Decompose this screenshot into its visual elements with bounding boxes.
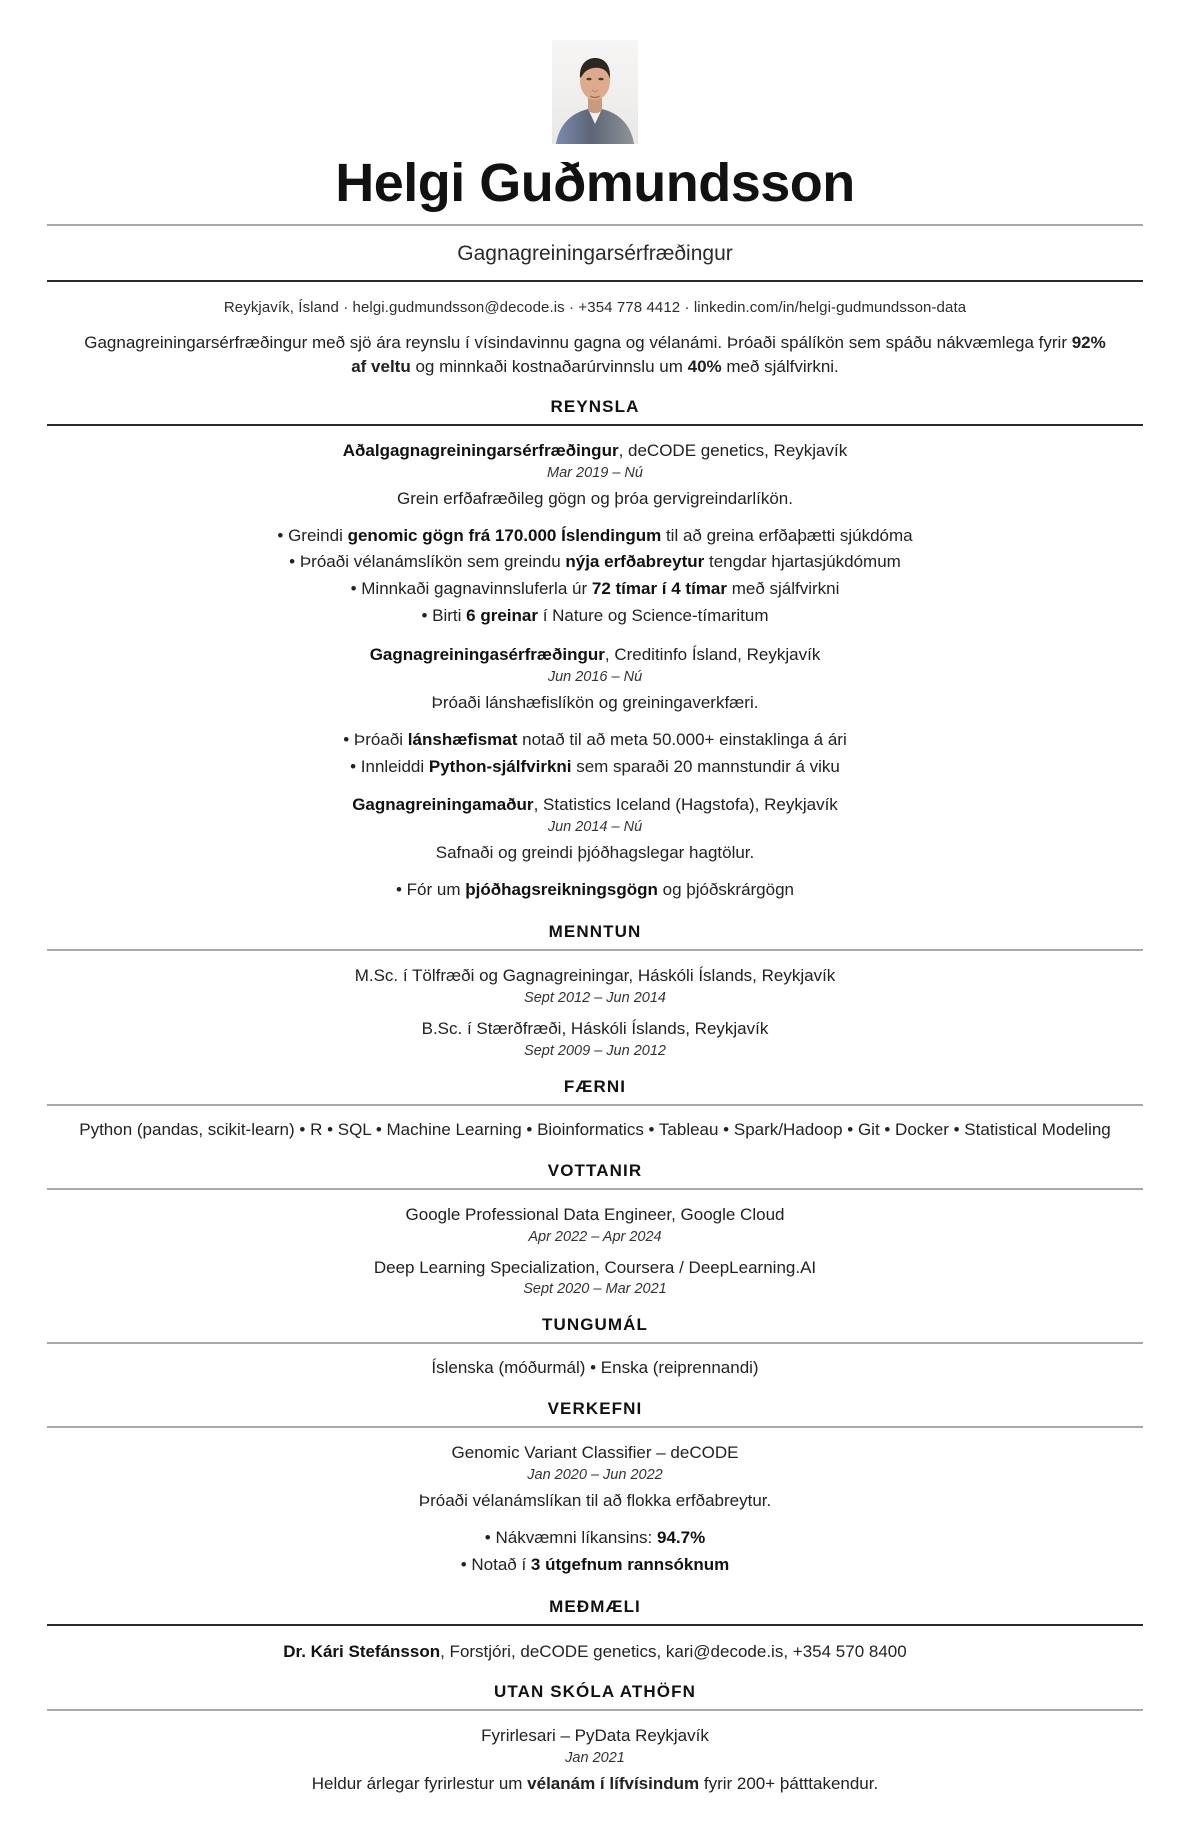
certification-entry <box>47 1257 1143 1298</box>
experience-dates: Jun 2016 – Nú <box>547 668 643 685</box>
project-description: Þróaði vélanámslíkan til að flokka erfðabreytur. <box>418 1491 772 1511</box>
education-entry <box>47 1018 1143 1059</box>
extracurricular-desc-bold: vélanám í lífvísindum <box>527 1774 700 1794</box>
experience-dates: Mar 2019 – Nú <box>547 464 643 481</box>
bullet-bold: genomic gögn frá 170.000 Íslendingum <box>347 525 662 545</box>
certification-name: Deep Learning Specialization, Coursera / DeepLearning.AI <box>373 1257 817 1277</box>
experience-entry <box>47 794 1143 904</box>
skills-list: Python (pandas, scikit-learn) • R • SQL • Machine Learning • Bioinformatics • Tableau • Spark/Hadoop • Git • Docker • Statistical Modeling <box>79 1119 1111 1139</box>
project-name: Genomic Variant Classifier – deCODE <box>451 1443 739 1463</box>
bullet-bold: Python-sjálfvirkni <box>428 756 572 776</box>
bullet-pre: • Innleiddi <box>350 756 429 776</box>
summary-part-2: og minnkaði kostnaðarúrvinnslu um <box>410 356 688 376</box>
experience-description: Grein erfðafræðileg gögn og þróa gervigreindarlíkön. <box>397 488 793 508</box>
bullet-pre: • Þróaði vélanámslíkön sem greindu <box>289 552 566 572</box>
bullet-item <box>47 727 1143 754</box>
bullet-bold: nýja erfðabreytur <box>565 552 705 572</box>
bullet-item <box>47 603 1143 630</box>
certification-dates: Apr 2022 – Apr 2024 <box>528 1228 662 1245</box>
section-title-languages: TUNGUMÁL <box>541 1315 649 1335</box>
education-dates: Sept 2012 – Jun 2014 <box>524 990 666 1007</box>
education-dates: Sept 2009 – Jun 2012 <box>524 1042 666 1059</box>
education-entry <box>47 965 1143 1006</box>
bullet-pre: • Nákvæmni líkansins: <box>484 1527 658 1547</box>
section-title-projects: VERKEFNI <box>547 1399 643 1419</box>
section-languages <box>47 1315 1143 1381</box>
section-title-certifications: VOTTANIR <box>547 1160 643 1180</box>
contact-line: Reykjavík, Ísland · helgi.gudmundsson@decode.is · +354 778 4412 · linkedin.com/in/helgi-gudmundsson-data <box>223 298 967 316</box>
summary-part-1: Gagnagreiningarsérfræðingur með sjö ára reynslu í vísindavinnu gagna og vélanámi. Þróaði spálíkön sem spáðu nákvæmlega fyrir <box>84 332 1072 352</box>
section-title-references: MEÐMÆLI <box>549 1596 641 1616</box>
experience-bullets <box>47 523 1143 630</box>
bullet-post: til að greina erfðaþætti sjúkdóma <box>661 525 913 545</box>
extracurricular-entry <box>47 1725 1143 1796</box>
extracurricular-name: Fyrirlesari – PyData Reykjavík <box>481 1726 709 1746</box>
bullet-pre: • Notað í <box>460 1554 531 1574</box>
bullet-post: með sjálfvirkni <box>726 579 840 599</box>
education-degree: B.Sc. í Stærðfræði, Háskóli Íslands, Reykjavík <box>421 1019 769 1039</box>
section-title-education: MENNTUN <box>548 922 642 942</box>
bullet-bold: 94.7% <box>657 1527 706 1547</box>
certification-dates: Sept 2020 – Mar 2021 <box>523 1281 667 1298</box>
experience-role-line <box>47 440 1143 463</box>
bullet-bold: 6 greinar <box>466 606 538 626</box>
section-experience <box>47 397 1143 904</box>
extracurricular-description <box>47 1772 1143 1796</box>
experience-role-line <box>47 644 1143 667</box>
section-projects <box>47 1399 1143 1578</box>
extracurricular-desc-pre: Heldur árlegar fyrirlestur um <box>311 1774 528 1794</box>
bullet-pre: • Birti <box>421 606 467 626</box>
extracurricular-dates: Jan 2021 <box>565 1750 625 1767</box>
experience-entry <box>47 644 1143 780</box>
experience-company: , deCODE genetics, Reykjavík <box>618 440 848 460</box>
summary-highlight-2: 40% <box>687 356 722 376</box>
experience-bullets <box>47 877 1143 904</box>
languages-list: Íslenska (móðurmál) • Enska (reiprennandi) <box>431 1358 759 1378</box>
bullet-item <box>47 1525 1143 1552</box>
summary-highlight-1: 92% af veltu <box>351 332 1106 376</box>
section-certifications <box>47 1161 1143 1298</box>
bullet-post: og þjóðskrárgögn <box>657 880 794 900</box>
reference-details: , Forstjóri, deCODE genetics, kari@decode.is, +354 570 8400 <box>440 1641 907 1661</box>
experience-company: , Creditinfo Ísland, Reykjavík <box>604 645 821 665</box>
bullet-post: tengdar hjartasjúkdómum <box>704 552 901 572</box>
section-extracurricular <box>47 1682 1143 1796</box>
experience-role-line <box>47 794 1143 817</box>
profile-summary <box>65 320 1125 379</box>
bullet-pre: • Fór um <box>395 880 466 900</box>
profile-photo-container <box>47 40 1143 144</box>
bullet-bold: þjóðhagsreikningsgögn <box>465 880 658 900</box>
experience-description: Safnaði og greindi þjóðhagslegar hagtölur. <box>435 843 755 863</box>
summary-part-3: með sjálfvirkni. <box>721 356 839 376</box>
bullet-pre: • Greindi <box>277 525 348 545</box>
project-dates: Jan 2020 – Jun 2022 <box>527 1467 663 1484</box>
section-education <box>47 922 1143 1059</box>
section-title-extracurricular: UTAN SKÓLA ATHÖFN <box>494 1682 696 1702</box>
bullet-bold: 72 tímar í 4 tímar <box>591 579 727 599</box>
section-title-experience: REYNSLA <box>550 396 640 416</box>
bullet-item <box>47 754 1143 781</box>
project-entry <box>47 1442 1143 1578</box>
education-degree: M.Sc. í Tölfræði og Gagnagreiningar, Háskóli Íslands, Reykjavík <box>354 966 836 986</box>
experience-dates: Jun 2014 – Nú <box>547 819 643 836</box>
experience-entry <box>47 440 1143 630</box>
section-references <box>47 1597 1143 1665</box>
bullet-item <box>47 549 1143 576</box>
extracurricular-desc-post: fyrir 200+ þátttakendur. <box>699 1774 879 1794</box>
experience-role: Gagnagreiningasérfræðingur <box>369 645 605 665</box>
bullet-post: í Nature og Science-tímaritum <box>537 606 769 626</box>
bullet-bold: 3 útgefnum rannsóknum <box>530 1554 730 1574</box>
bullet-item <box>47 1552 1143 1579</box>
professional-headline: Gagnagreiningarsérfræðingur <box>457 242 733 266</box>
experience-bullets <box>47 727 1143 781</box>
bullet-bold: lánshæfismat <box>407 729 518 749</box>
bullet-item <box>47 576 1143 603</box>
reference-line <box>47 1640 1143 1665</box>
experience-role: Aðalgagnagreiningarsérfræðingur <box>342 440 619 460</box>
bullet-pre: • Minnkaði gagnavinnsluferla úr <box>350 579 592 599</box>
project-bullets <box>47 1525 1143 1579</box>
experience-company: , Statistics Iceland (Hagstofa), Reykjavík <box>533 795 838 815</box>
bullet-post: sem sparaði 20 mannstundir á viku <box>571 756 840 776</box>
section-title-skills: FÆRNI <box>563 1076 627 1096</box>
experience-role: Gagnagreiningamaður <box>352 795 534 815</box>
reference-name: Dr. Kári Stefánsson <box>283 1641 441 1661</box>
section-skills <box>47 1077 1143 1143</box>
certification-entry <box>47 1204 1143 1245</box>
profile-photo <box>552 40 638 144</box>
certification-name: Google Professional Data Engineer, Google Cloud <box>405 1204 785 1224</box>
bullet-pre: • Þróaði <box>343 729 408 749</box>
experience-description: Þróaði lánshæfislíkön og greiningaverkfæri. <box>431 692 759 712</box>
bullet-post: notað til að meta 50.000+ einstaklinga á ári <box>517 729 847 749</box>
page-title: Helgi Guðmundsson <box>335 153 855 213</box>
bullet-item <box>47 523 1143 550</box>
bullet-item <box>47 877 1143 904</box>
